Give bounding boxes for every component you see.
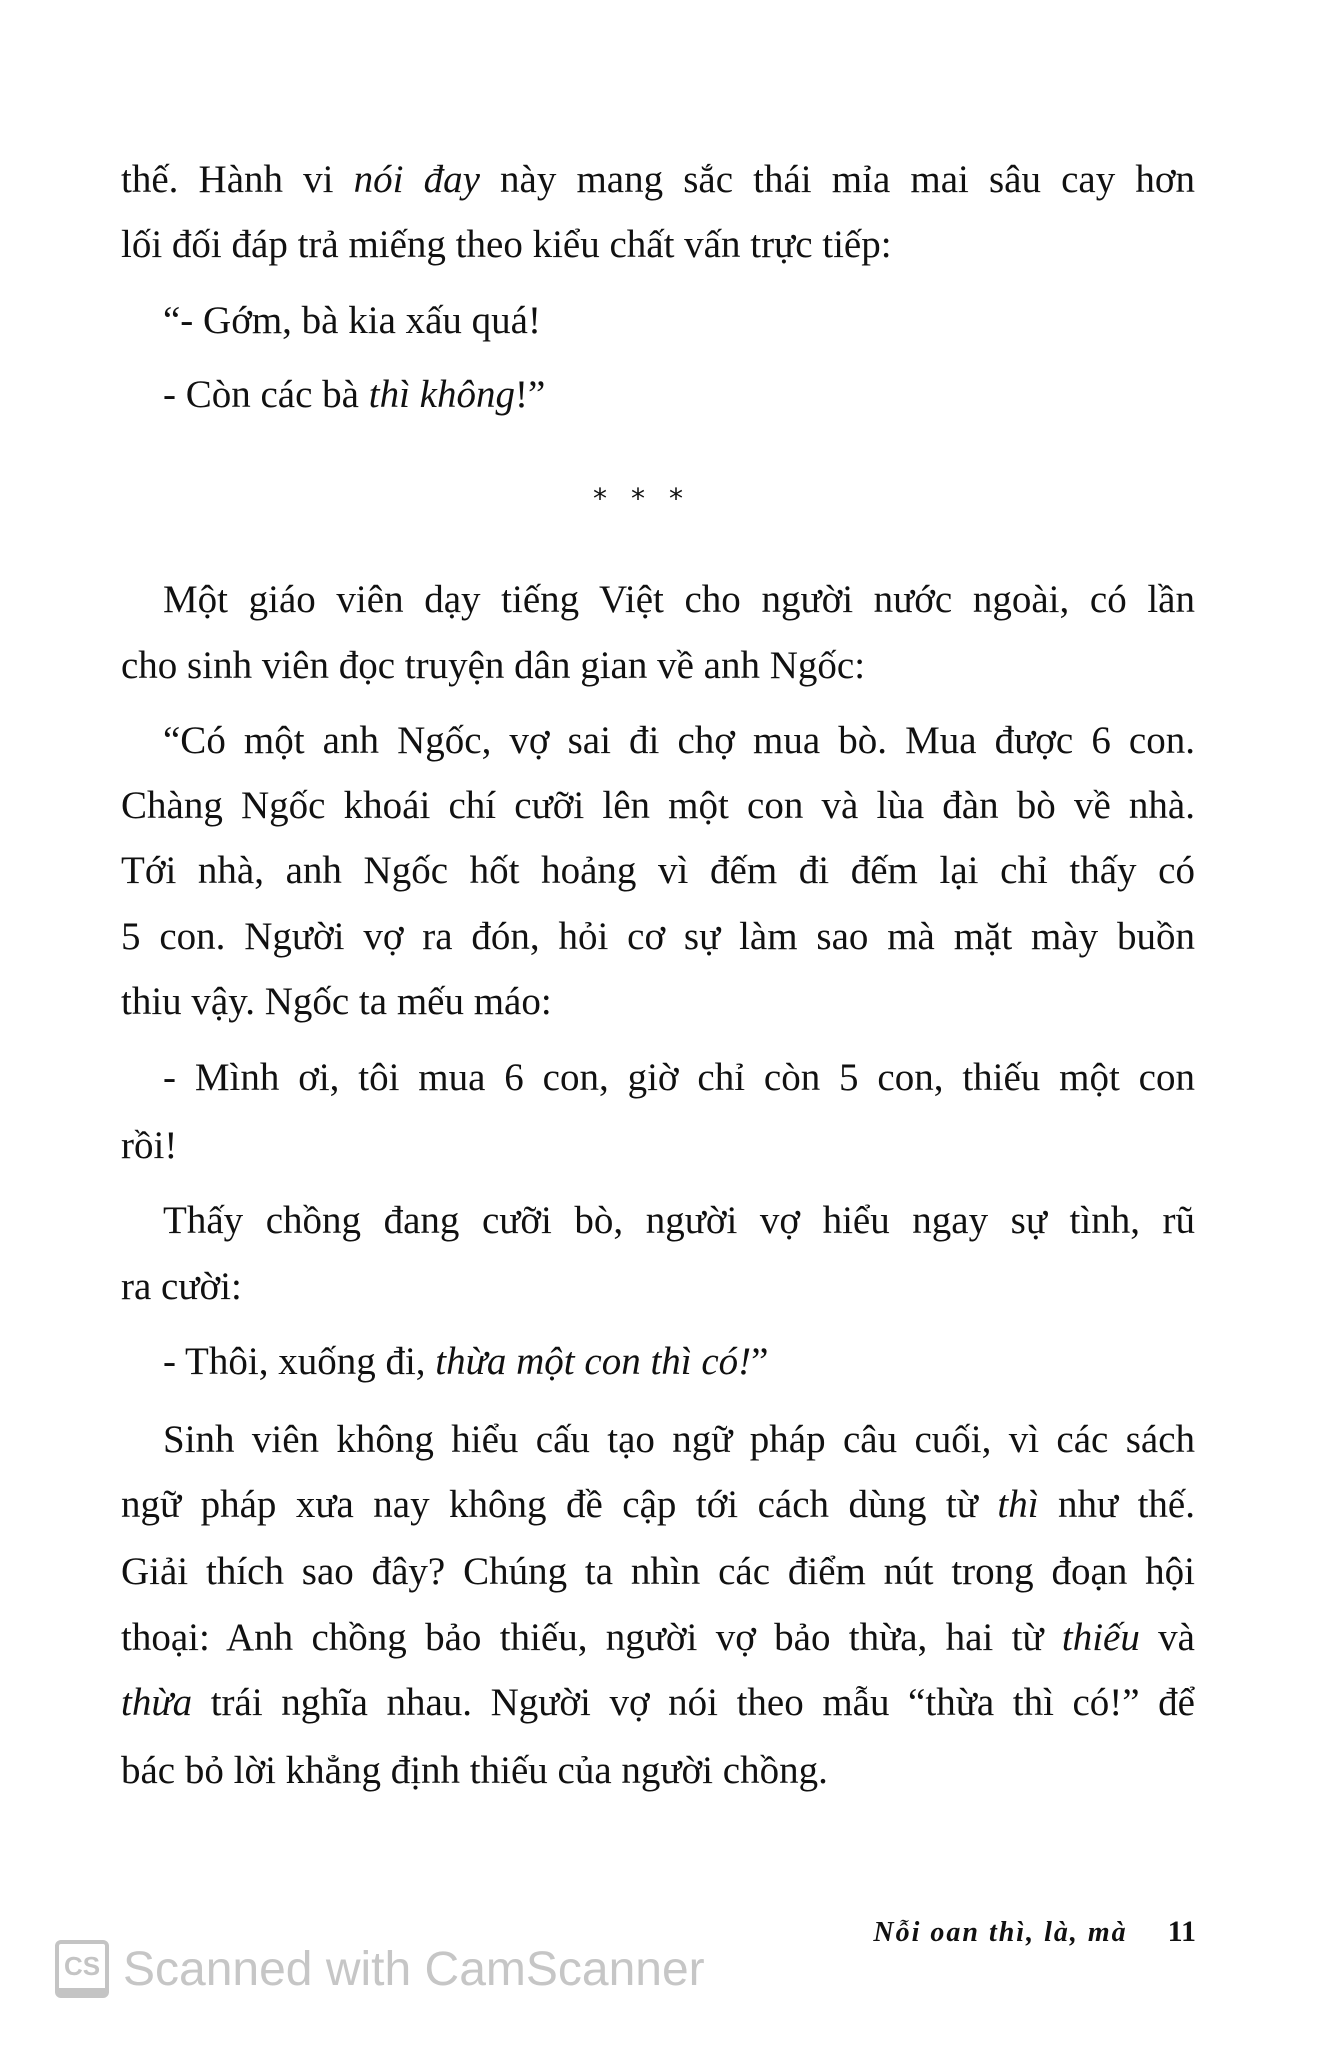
text-line [121,1608,1195,1668]
text-line [121,841,1195,901]
text-line [121,1410,1195,1470]
page-number: 11 [1167,1915,1196,1948]
text-run: như thế. [1038,1483,1195,1526]
text-run: ” [751,1340,769,1383]
text-run: !” [514,373,546,416]
text-line [121,1116,1195,1176]
text-line [121,1257,1195,1317]
text-run: - Thôi, xuống đi, [163,1340,436,1383]
text-line [121,972,1195,1032]
text-run: ra cười: [121,1265,242,1308]
text-line [121,150,1195,210]
text-run: cho sinh viên đọc truyện dân gian về anh Ngốc: [121,644,866,687]
text-run: thế. Hành vi [121,158,354,201]
text-run: trái nghĩa nhau. Người vợ nói theo mẫu “thừa thì có!” để [192,1681,1195,1724]
text-run: thiu vậy. Ngốc ta mếu máo: [121,980,552,1023]
italic-text: thì không [368,373,515,416]
text-line [121,1673,1195,1733]
italic-text: nói đay [353,158,480,201]
italic-text: thừa một con thì có! [435,1340,752,1383]
text-run: Chàng Ngốc khoái chí cưỡi lên một con và lùa đàn bò về nhà. [121,784,1195,827]
section-separator: *** [593,482,707,515]
text-line [121,1475,1195,1535]
text-line [121,291,1195,351]
text-run: rồi! [121,1124,178,1167]
text-line [121,365,1195,425]
italic-text: thừa [121,1681,193,1724]
camscanner-logo-icon: CS [55,1940,109,1998]
text-run: 5 con. Người vợ ra đón, hỏi cơ sự làm sao mà mặt mày buồn [121,915,1195,958]
text-line [121,1048,1195,1108]
text-line [121,636,1195,696]
text-run: này mang sắc thái mỉa mai sâu cay hơn [479,158,1195,201]
text-line [121,570,1195,630]
text-line [121,1191,1195,1251]
text-line [121,776,1195,836]
text-run: “Có một anh Ngốc, vợ sai đi chợ mua bò. Mua được 6 con. [163,719,1195,762]
text-run: ngữ pháp xưa nay không đề cập tới cách dùng từ [121,1483,998,1526]
text-run: bác bỏ lời khẳng định thiếu của người chồng. [121,1749,828,1792]
text-line [121,1741,1195,1801]
text-run: Giải thích sao đây? Chúng ta nhìn các điểm nút trong đoạn hội [121,1550,1195,1593]
camscanner-watermark [55,1940,705,1998]
text-run: và [1139,1616,1195,1659]
page-footer [873,1915,1196,1949]
text-run: Sinh viên không hiểu cấu tạo ngữ pháp câu cuối, vì các sách [163,1418,1195,1461]
text-run: Tới nhà, anh Ngốc hốt hoảng vì đếm đi đếm lại chỉ thấy có [121,849,1195,892]
watermark-text: Scanned with CamScanner [123,1942,705,1996]
text-run: Một giáo viên dạy tiếng Việt cho người nước ngoài, có lần [163,578,1195,621]
text-line [121,1332,1195,1392]
text-run: - Mình ơi, tôi mua 6 con, giờ chỉ còn 5 con, thiếu một con [163,1056,1195,1099]
text-run: lối đối đáp trả miếng theo kiểu chất vấn trực tiếp: [121,223,892,266]
italic-text: thì [997,1483,1039,1526]
text-line [121,215,1195,275]
text-run: thoại: Anh chồng bảo thiếu, người vợ bảo thừa, hai từ [121,1616,1062,1659]
text-line [121,907,1195,967]
running-title: Nỗi oan thì, là, mà [873,1917,1128,1948]
text-line [121,1542,1195,1602]
text-run: - Còn các bà [163,373,369,416]
text-run: Thấy chồng đang cưỡi bò, người vợ hiểu ngay sự tình, rũ [163,1199,1195,1242]
text-line [121,711,1195,771]
text-run: “- Gớm, bà kia xấu quá! [163,299,541,342]
italic-text: thiếu [1061,1616,1140,1659]
